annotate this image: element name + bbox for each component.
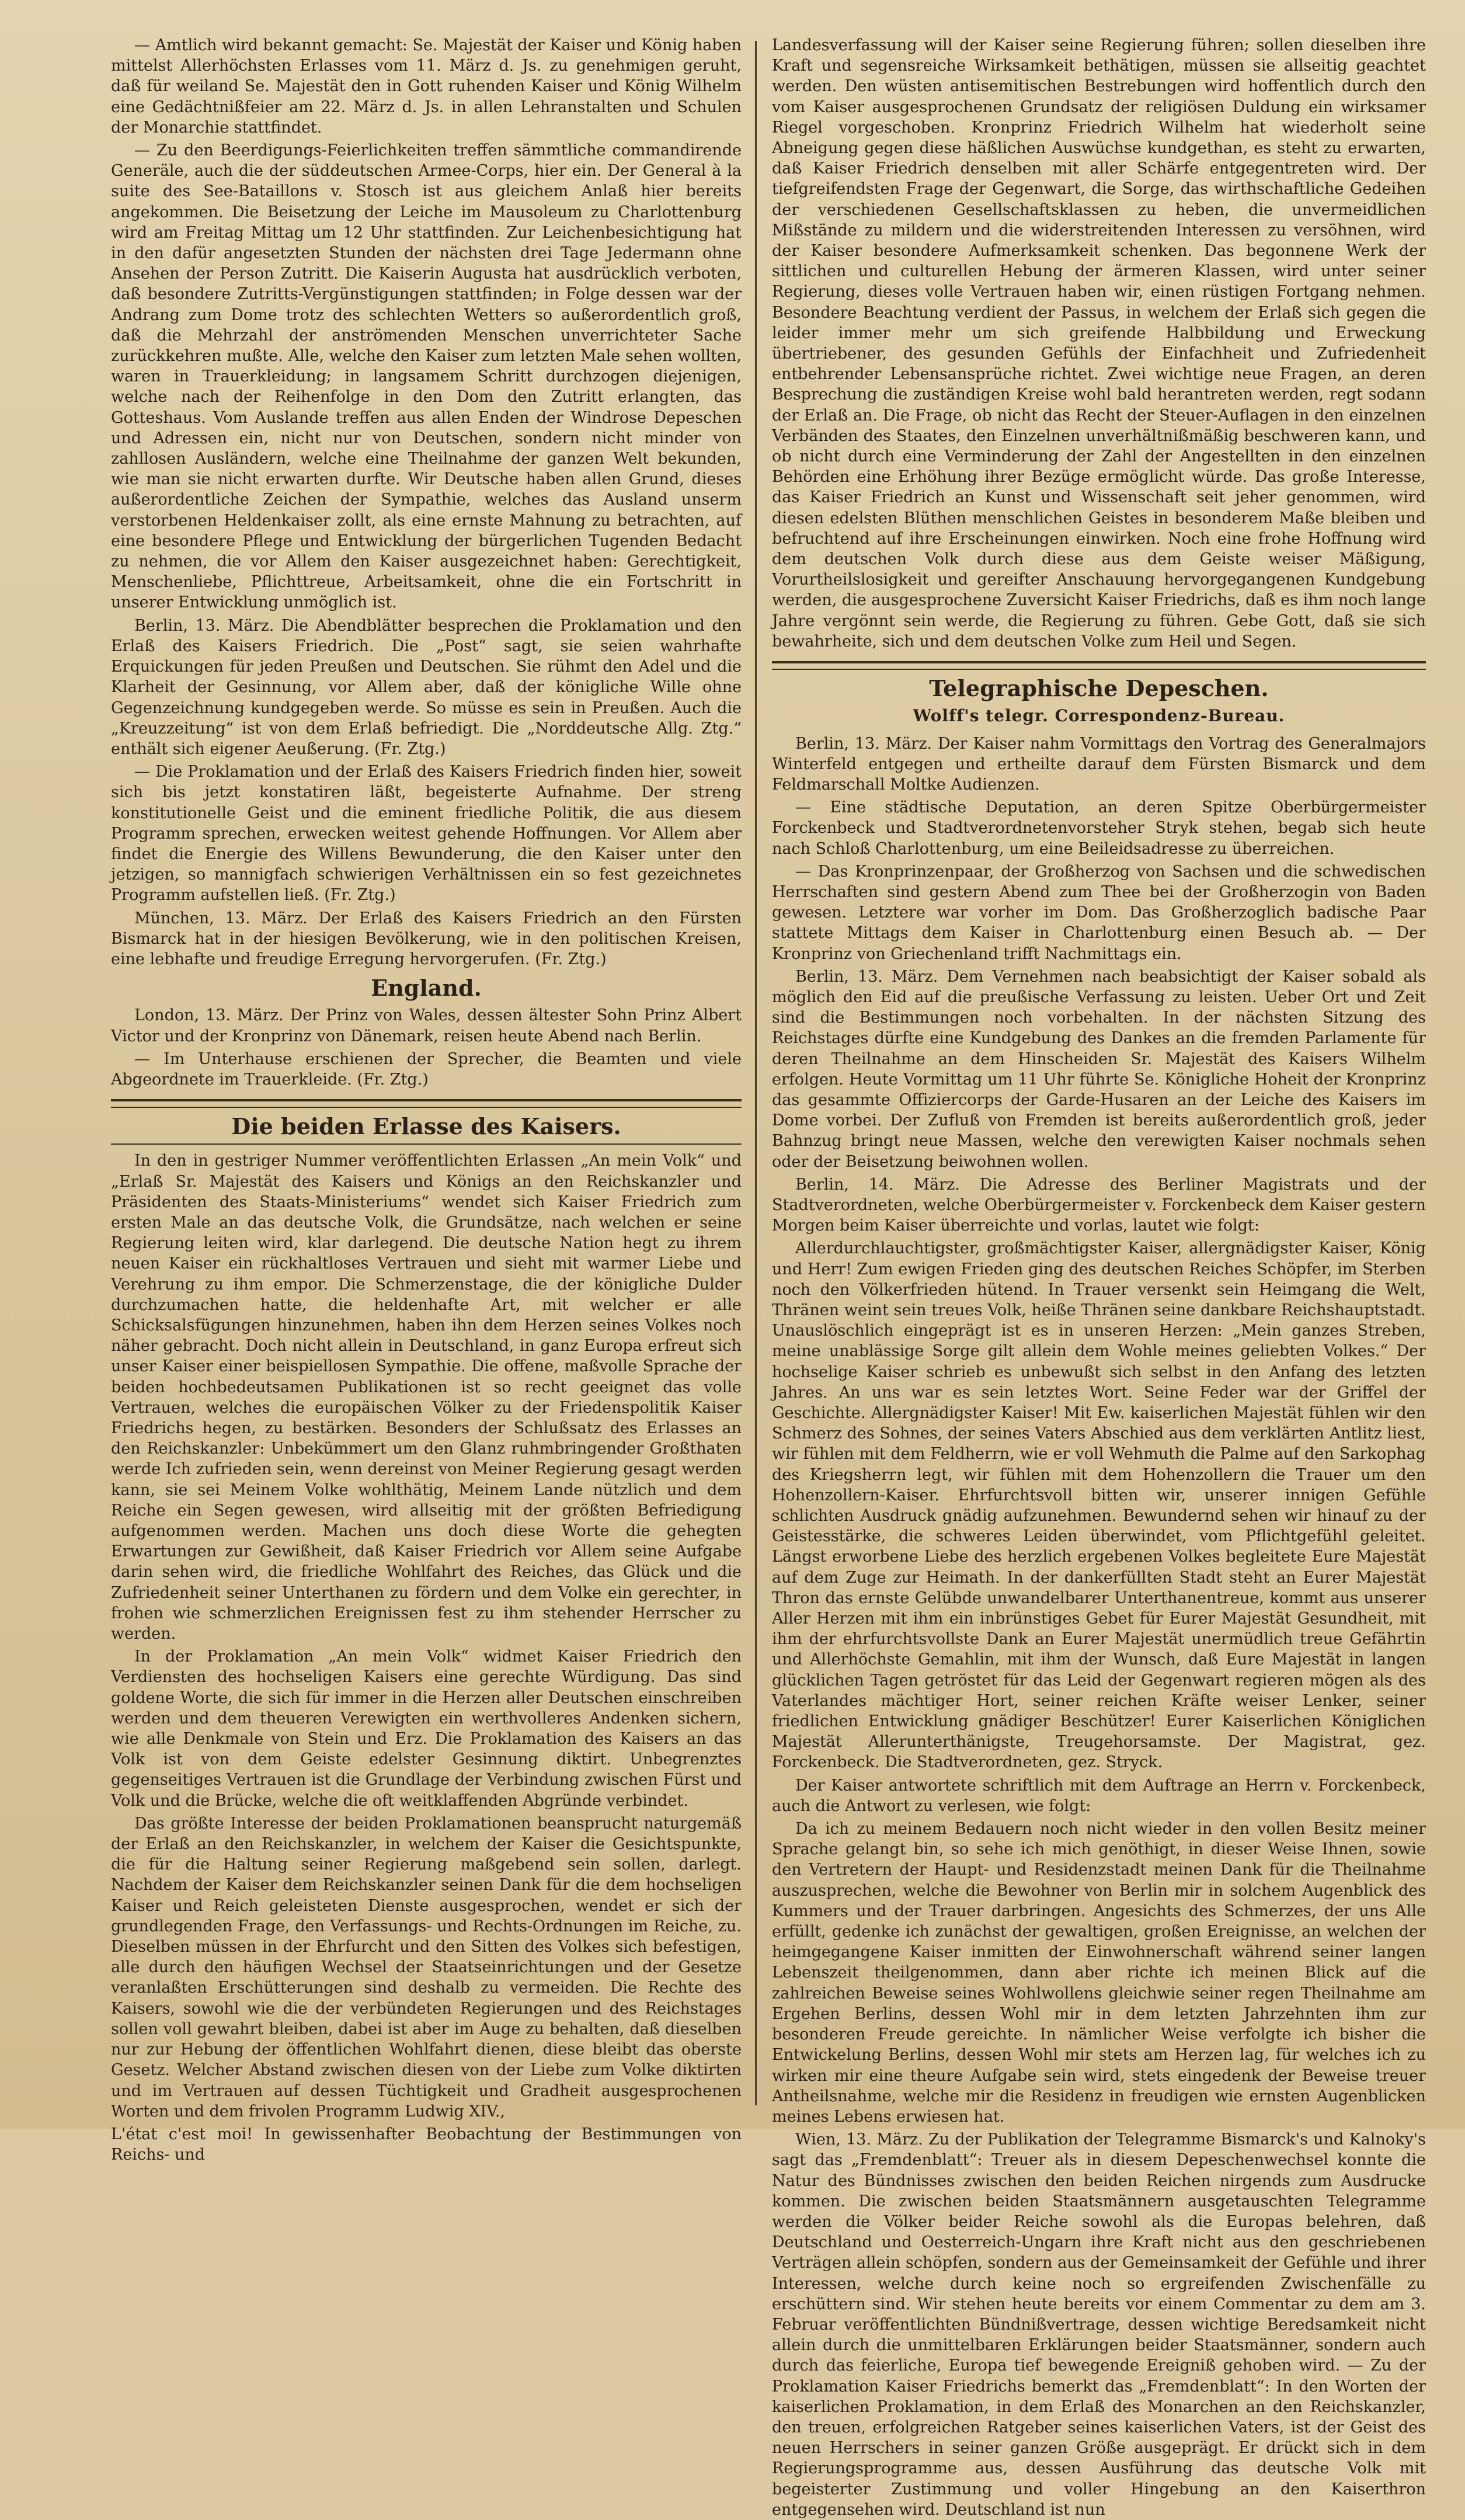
article-paragraph: — Die Proklamation und der Erlaß des Kaisers Friedrich finden hier, soweit sich bis jetzt konstatiren läßt, begeisterte Aufnahme. Der streng konstitutionelle Geist und die eminent friedliche Politik, die aus diesem Programm sprechen, erwecken weitest gehende Hoffnungen. Vor Allem aber findet die Energie des Willens Bewunderung, die den Kaiser unter den jetzigen, so mannigfach schwierigen Verhältnissen ein so fest gezeichnetes Programm aufstellen ließ. (Fr. Ztg.) [111,763,742,905]
telegram-paragraph: Allerdurchlauchtigster, großmächtigster Kaiser, allergnädigster Kaiser, König und Herr! Zum ewigen Frieden ging des deutschen Reiches Schöpfer, im Sterben noch den Völkerfrieden hütend. In Trauer versenkt sein Heimgang die Welt, Thränen weint sein treues Volk, heiße Thränen seine dankbare Reichshauptstadt. Unauslöschlich eingeprägt ist es in unseren Herzen: „Mein ganzes Streben, meine unablässige Sorge gilt allein dem Wohle meines geliebten Volkes.“ Der hochselige Kaiser schrieb es unbewußt sich selbst in den Anfang des letzten Jahres. An uns war es sein letztes Wort. Seine Feder war der Griffel der Geschichte. Allergnädigster Kaiser! Mit Ew. kaiserlichen Majestät fühlen wir den Schmerz des Sohnes, der seines Vaters Abschied aus dem verklärten Antlitz liest, wir fühlen mit dem Feldherrn, wie er voll Wehmuth die Palme auf den Sarkophag des Kriegsherrn legt, wir fühlen mit dem Hohenzollern die Trauer um den Hohenzollern-Kaiser. Ehrfurchtsvoll bitten wir, unserer innigen Gefühle schlichten Ausdruck gnädig aufzunehmen. Bewundernd sehen wir hinauf zu der Geistesstärke, die schweres Leiden überwindet, vom Pflichtgefühl geleitet. Längst erworbene Liebe des herzlich ergebenen Volkes begleitete Eure Majestät auf dem Zuge zur Heimath. In der dankerfüllten Stadt steht an Eurer Majestät Thron das ernste Gelübde unwandelbarer Unterthanentreue, kommt aus unserer Aller Herzen mit ihm ein inbrünstiges Gebet für Eurer Majestät Gesundheit, mit ihm der ehrfurchtsvollste Dank an Eurer Majestät unermüdlich treue Gefährtin und Allerhöchste Gemahlin, mit ihm der Wunsch, daß Eure Majestät in langen glücklichen Tagen getröstet für das Leid der Gegenwart regieren mögen als des Vaterlandes mächtiger Hort, seiner reichen Kräfte weiser Lenker, seiner friedlichen Entwicklung gnädiger Beschützer! Eurer Kaiserlichen Königlichen Majestät Allerunterthänigste, Treugehorsamste. Der Magistrat, gez. Forckenbeck. Die Stadtverordneten, gez. Stryck. [772,1239,1426,1772]
title-underline [111,1143,742,1145]
article-paragraph: L'état c'est moi! In gewissenhafter Beobachtung der Bestimmungen von Reichs- und [111,2125,742,2164]
telegram-paragraph: Berlin, 13. März. Der Kaiser nahm Vormittags den Vortrag des Generalmajors Winterfeld entgegen und ertheilte darauf dem Fürsten Bismarck und dem Feldmarschall Moltke Audienzen. [772,734,1426,794]
article-paragraph: — Zu den Beerdigungs-Feierlichkeiten treffen sämmtliche commandirende Generäle, auch die der süddeutschen Armee-Corps, hier ein. Der General à la suite des See-Bataillons v. Stosch ist aus gleichem Anlaß hier bereits angekommen. Die Beisetzung der Leiche im Mausoleum zu Charlottenburg wird am Freitag Mittag um 12 Uhr stattfinden. Zur Leichenbesichtigung hat in den dafür angesetzten Stunden der nächsten drei Tage Jedermann ohne Ansehen der Person Zutritt. Die Kaiserin Augusta hat ausdrücklich verboten, daß besondere Zutritts-Vergünstigungen stattfinden; in Folge dessen war der Andrang zum Dome trotz des schlechten Wetters so außerordentlich groß, daß die Mehrzahl der anströmenden Menschen unverrichteter Sache zurückkehren mußte. Alle, welche den Kaiser zum letzten Male sehen wollten, waren in Trauerkleidung; in langsamem Schritt durchzogen diejenigen, welche nach der Reihenfolge in den Dom den Zutritt erlangten, das Gotteshaus. Vom Auslande treffen aus allen Enden der Windrose Depeschen und Adressen ein, nicht nur von Deutschen, sondern nicht minder von zahllosen Ausländern, welche eine Theilnahme der ganzen Welt bekunden, wie man sie nicht erwarten durfte. Wir Deutsche haben allen Grund, dieses außerordentliche Zeichen der Sympathie, welches das Ausland unserm verstorbenen Heldenkaiser zollt, als eine ernste Mahnung zu betrachten, auf eine besondere Pflege und Entwicklung der bürgerlichen Tugenden Bedacht zu nehmen, die vor Allem den Kaiser ausgezeichnet haben: Gerechtigkeit, Menschenliebe, Pflichttreue, Arbeitsamkeit, ohne die ein Fortschritt in unserer Entwicklung unmöglich ist. [111,141,742,612]
telegram-paragraph: Berlin, 14. März. Die Adresse des Berliner Magistrats und der Stadtverordneten, welche Oberbürgermeister v. Forckenbeck dem Kaiser gestern Morgen beim Kaiser überreichte und vorlas, lautet wie folgt: [772,1175,1426,1235]
article-paragraph: London, 13. März. Der Prinz von Wales, dessen ältester Sohn Prinz Albert Victor und der Kronprinz von Dänemark, reisen heute Abend nach Berlin. [111,1006,742,1045]
right-column [772,35,1426,2519]
section-divider [772,661,1426,670]
telegram-paragraph: Wien, 13. März. Zu der Publikation der Telegramme Bismarck's und Kalnoky's sagt das „Fremdenblatt“: Treuer als in diesem Depeschenwechsel konnte die Natur des Bündnisses zwischen den beiden Reichen nirgends zum Ausdrucke kommen. Die zwischen beiden Staatsmännern ausgetauschten Telegramme werden die Völker beider Reiche sowohl als die Europas belehren, daß Deutschland und Oesterreich-Ungarn ihre Kraft nicht aus den geschriebenen Verträgen allein schöpfen, sondern aus der Gemeinsamkeit der Gefühle und ihrer Interessen, welche durch keine noch so ergreifenden Zwischenfälle zu erschüttern sind. Wir stehen heute bereits vor einem Commentar zu dem am 3. Februar veröffentlichten Bündnißvertrage, dessen wichtige Beredsamkeit nicht allein durch die unmittelbaren Erklärungen beider Staatsmänner, sondern auch durch das feierliche, Europa tief bewegende Ereigniß gehoben wird. — Zu der Proklamation Kaiser Friedrichs bemerkt das „Fremdenblatt“: In den Worten der kaiserlichen Proklamation, in dem Erlaß des Monarchen an den Reichskanzler, den treuen, erfolgreichen Ratgeber seines kaiserlichen Vaters, ist der Geist des neuen Herrschers in seiner ganzen Größe ausgeprägt. Er drückt sich in dem Regierungsprogramme aus, dessen Ausführung das deutsche Volk mit begeisterter Zustimmung und voller Hingebung an den Kaiserthron entgegensehen wird. Deutschland ist nun [772,2130,1426,2519]
section-title-erlasse: Die beiden Erlasse des Kaisers. [231,1113,621,1140]
article-paragraph: Das größte Interesse der beiden Proklamationen beansprucht naturgemäß der Erlaß an den Reichskanzler, in welchem der Kaiser die Gesichtspunkte, die für die Haltung seiner Regierung maßgebend sein sollen, darlegt. Nachdem der Kaiser dem Reichskanzler seinen Dank für die dem hochseligen Kaiser und Reich geleisteten Dienste ausgesprochen, wendet er sich der grundlegenden Frage, den Verfassungs- und Rechts-Ordnungen im Reiche, zu. Dieselben müssen in der Ehrfurcht und den Sitten des Volkes sich befestigen, alle durch den häufigen Wechsel der Staatseinrichtungen und der Gesetze veranlaßten Erschütterungen sind deshalb zu vermeiden. Die Rechte des Kaisers, sowohl wie die der verbündeten Regierungen und des Reichstages sollen voll gewahrt bleiben, dabei ist aber im Auge zu behalten, daß dieselben nur zur Hebung der öffentlichen Wohlfahrt dienen, diese bleibt das oberste Gesetz. Welcher Abstand zwischen diesen von der Liebe zum Volke diktirten und im Vertrauen auf dessen Tüchtigkeit und Gradheit ausgesprochenen Worten und dem frivolen Programm Ludwig XIV., [111,1814,742,2121]
section-title-telegrams: Telegraphische Depeschen. [929,675,1269,702]
section-subtitle-wolff: Wolff's telegr. Correspondenz-Bureau. [913,706,1285,726]
left-column [111,35,742,2164]
article-paragraph: — Amtlich wird bekannt gemacht: Se. Majestät der Kaiser und König haben mittelst Allerhöchsten Erlasses vom 11. März d. Js. zu genehmigen geruht, daß für weiland Se. Majestät den in Gott ruhenden Kaiser und König Wilhelm eine Gedächtnißfeier am 22. März d. Js. in allen Lehranstalten und Schulen der Monarchie stattfindet. [111,36,742,137]
article-paragraph: München, 13. März. Der Erlaß des Kaisers Friedrich an den Fürsten Bismarck hat in der hiesigen Bevölkerung, wie in den politischen Kreisen, eine lebhafte und freudige Erregung hervorgerufen. (Fr. Ztg.) [111,909,742,968]
article-paragraph: Landesverfassung will der Kaiser seine Regierung führen; sollen dieselben ihre Kraft und segensreiche Wirksamkeit bethätigen, müssen sie allseitig geachtet werden. Den wüsten antisemitischen Bestrebungen wird hoffentlich durch den vom Kaiser ausgesprochenen Grundsatz der religiösen Duldung ein wirksamer Riegel vorgeschoben. Kronprinz Friedrich Wilhelm hat wiederholt seine Abneigung gegen diese häßlichen Auswüchse kundgethan, es steht zu erwarten, daß Kaiser Friedrich denselben mit aller Schärfe entgegentreten wird. Der tiefgreifendsten Frage der Gegenwart, die Sorge, das wirthschaftliche Gedeihen der verschiedenen Gesellschaftsklassen zu heben, die unvermeidlichen Mißstände zu mildern und die widerstreitenden Interessen zu versöhnen, wird der Kaiser besondere Aufmerksamkeit schenken. Das begonnene Werk der sittlichen und culturellen Hebung der ärmeren Klassen, wird unter seiner Regierung, dieses volle Vertrauen haben wir, einen rüstigen Fortgang nehmen. Besondere Beachtung verdient der Passus, in welchem der Erlaß sich gegen die leider immer mehr um sich greifende Halbbildung und Erweckung übertriebener, des gesunden Gefühls der Einfachheit und Zufriedenheit entbehrender Lebensansprüche richtet. Zwei wichtige neue Fragen, an deren Besprechung die zuständigen Kreise wohl bald herantreten werden, regt sodann der Erlaß an. Die Frage, ob nicht das Recht der Steuer-Auflagen in den einzelnen Verbänden des Staates, den Einzelnen unverhältnißmäßig beschweren kann, und ob nicht durch eine Verminderung der Zahl der Angestellten in den einzelnen Behörden eine Erhöhung ihrer Bezüge ermöglicht würde. Das große Interesse, das Kaiser Friedrich an Kunst und Wissenschaft seit jeher genommen, wird diesen edelsten Blüthen menschlichen Geistes in besonderem Maße bleiben und befruchtend auf ihre Erscheinungen einwirken. Noch eine frohe Hoffnung wird dem deutschen Volk durch diese aus dem Geiste weiser Mäßigung, Vorurtheilslosigkeit und gereifter Anschauung hervorgegangenen Kundgebung werden, die ausgesprochene Zuversicht Kaiser Friedrichs, daß es ihm noch lange Jahre vergönnt sein werde, die Regierung zu führen. Gebe Gott, daß sie sich bewahrheite, sich und dem deutschen Volke zum Heil und Segen. [772,36,1426,651]
article-paragraph: In der Proklamation „An mein Volk“ widmet Kaiser Friedrich den Verdiensten des hochseligen Kaisers eine gerechte Würdigung. Das sind goldene Worte, die sich für immer in die Herzen aller Deutschen einschreiben werden und dem theueren Verewigten ein werthvolleres Andenken sichern, wie alle Denkmale von Stein und Erz. Die Proklamation des Kaisers an das Volk ist von dem Geiste edelster Gesinnung diktirt. Unbegrenztes gegenseitiges Vertrauen ist die Grundlage der Verbindung zwischen Fürst und Volk und die Brücke, welche die oft weitklaffenden Abgründe verbindet. [111,1647,742,1810]
telegram-paragraph: Da ich zu meinem Bedauern noch nicht wieder in den vollen Besitz meiner Sprache gelangt bin, so sehe ich mich genöthigt, in dieser Weise Ihnen, sowie den Vertretern der Haupt- und Residenzstadt meinen Dank für die Theilnahme auszusprechen, welche die Bewohner von Berlin mir in solchem Augenblick des Kummers und der Trauer darbringen. Angesichts des Schmerzes, der uns Alle erfüllt, gedenke ich zunächst der gewaltigen, großen Ereignisse, an welchen der heimgegangene Kaiser inmitten der Einwohnerschaft während seiner langen Lebenszeit theilgenommen, dann aber richte ich meinen Blick auf die zahlreichen Beweise seines Wohlwollens gleichwie seiner regen Theilnahme am Ergehen Berlins, dessen Wohl mir in dem letzten Jahrzehnten ihm zur besonderen Freude gereichte. In nämlicher Weise verfolgte ich bisher die Entwickelung Berlins, dessen Wohl mir stets am Herzen lag, für welches ich zu wirken mir eine theure Aufgabe sein wird, stets eingedenk der Beweise treuer Antheilsnahme, welche mir die Residenz in freudigen wie ernsten Augenblicken meines Lebens erwiesen hat. [772,1820,1426,2126]
telegram-paragraph: — Eine städtische Deputation, an deren Spitze Oberbürgermeister Forckenbeck und Stadtverordnetenvorsteher Stryk stehen, begab sich heute nach Schloß Charlottenburg, um eine Beileidsadresse zu überreichen. [772,798,1426,858]
column-divider [755,41,757,2105]
telegram-paragraph: Der Kaiser antwortete schriftlich mit dem Auftrage an Herrn v. Forckenbeck, auch die Antwort zu verlesen, wie folgt: [772,1776,1426,1815]
section-title-england: England. [371,975,482,1002]
article-paragraph: — Im Unterhause erschienen der Sprecher, die Beamten und viele Abgeordnete im Trauerkleide. (Fr. Ztg.) [111,1049,742,1089]
article-paragraph: In den in gestriger Nummer veröffentlichten Erlassen „An mein Volk“ und „Erlaß Sr. Majestät des Kaisers und Königs an den Reichskanzler und Präsidenten des Staats-Ministeriums“ wendet sich Kaiser Friedrich zum ersten Male an das deutsche Volk, die Grundsätze, nach welchen er seine Regierung leiten wird, klar darlegend. Die deutsche Nation hegt zu ihrem neuen Kaiser ein rückhaltloses Vertrauen und sieht mit warmer Liebe und Verehrung zu ihm empor. Die Schmerzenstage, die der königliche Dulder durchzumachen hatte, die heldenhafte Art, mit welcher er alle Schicksalsfügungen hinzunehmen, haben ihn dem Herzen seines Volkes noch näher gebracht. Doch nicht allein in Deutschland, in ganz Europa erfreut sich unser Kaiser einer beispiellosen Sympathie. Die offene, maßvolle Sprache der beiden hochbedeutsamen Publikationen ist so recht geeignet das volle Vertrauen, welches die europäischen Völker zu der Friedenspolitik Kaiser Friedrichs hegen, zu bestärken. Besonders der Schlußsatz des Erlasses an den Reichskanzler: Unbekümmert um den Glanz ruhmbringender Großthaten werde Ich zufrieden sein, wenn dereinst von Meiner Regierung gesagt werden kann, sie sei Meinem Volke wohlthätig, Meinem Lande nützlich und dem Reiche ein Segen gewesen, wird allseitig mit der größten Befriedigung aufgenommen werden. Machen uns doch diese Worte die gehegten Erwartungen zur Gewißheit, daß Kaiser Friedrich vor Allem seine Aufgabe darin sehen wird, die friedliche Wohlfahrt des Reiches, das Glück und die Zufriedenheit seiner Unterthanen zu fördern und dem Volke ein gerechter, in frohen wie schmerzlichen Ereignissen fest zu ihm stehender Herrscher zu werden. [111,1152,742,1643]
telegram-paragraph: — Das Kronprinzenpaar, der Großherzog von Sachsen und die schwedischen Herrschaften sind gestern Abend zum Thee bei der Großherzogin von Baden gewesen. Letztere war vorher im Dom. Das Großherzoglich badische Paar stattete Mittags dem Kaiser in Charlottenburg einen Besuch ab. — Der Kronprinz von Griechenland trifft Nachmittags ein. [772,862,1426,963]
section-divider [111,1099,742,1108]
telegram-paragraph: Berlin, 13. März. Dem Vernehmen nach beabsichtigt der Kaiser sobald als möglich den Eid auf die preußische Verfassung zu leisten. Ueber Ort und Zeit sind die Bestimmungen noch vorbehalten. In der nächsten Sitzung des Reichstages dürfte eine Kundgebung des Dankes an die fremden Parlamente für deren Theilnahme an dem Hinscheiden Sr. Majestät des Kaisers Wilhelm erfolgen. Heute Vormittag um 11 Uhr führte Se. Königliche Hoheit der Kronprinz das gesammte Offiziercorps der Garde-Husaren an der Leiche des Kaisers im Dome vorbei. Der Zufluß von Fremden ist bereits außerordentlich groß, jeder Bahnzug bringt neue Massen, welche den verewigten Kaiser nochmals sehen oder der Beisetzung beiwohnen wollen. [772,967,1426,1171]
article-paragraph: Berlin, 13. März. Die Abendblätter besprechen die Proklamation und den Erlaß des Kaisers Friedrich. Die „Post“ sagt, sie seien wahrhafte Erquickungen für jeden Preußen und Deutschen. Sie rühmt den Adel und die Klarheit der Gesinnung, vor Allem aber, daß der königliche Wille ohne Gegenzeichnung kundgegeben werde. So müsse es sein in Preußen. Auch die „Kreuzzeitung“ ist von dem Erlaß befriedigt. Die „Norddeutsche Allg. Ztg.“ enthält sich eigener Aeußerung. (Fr. Ztg.) [111,616,742,758]
